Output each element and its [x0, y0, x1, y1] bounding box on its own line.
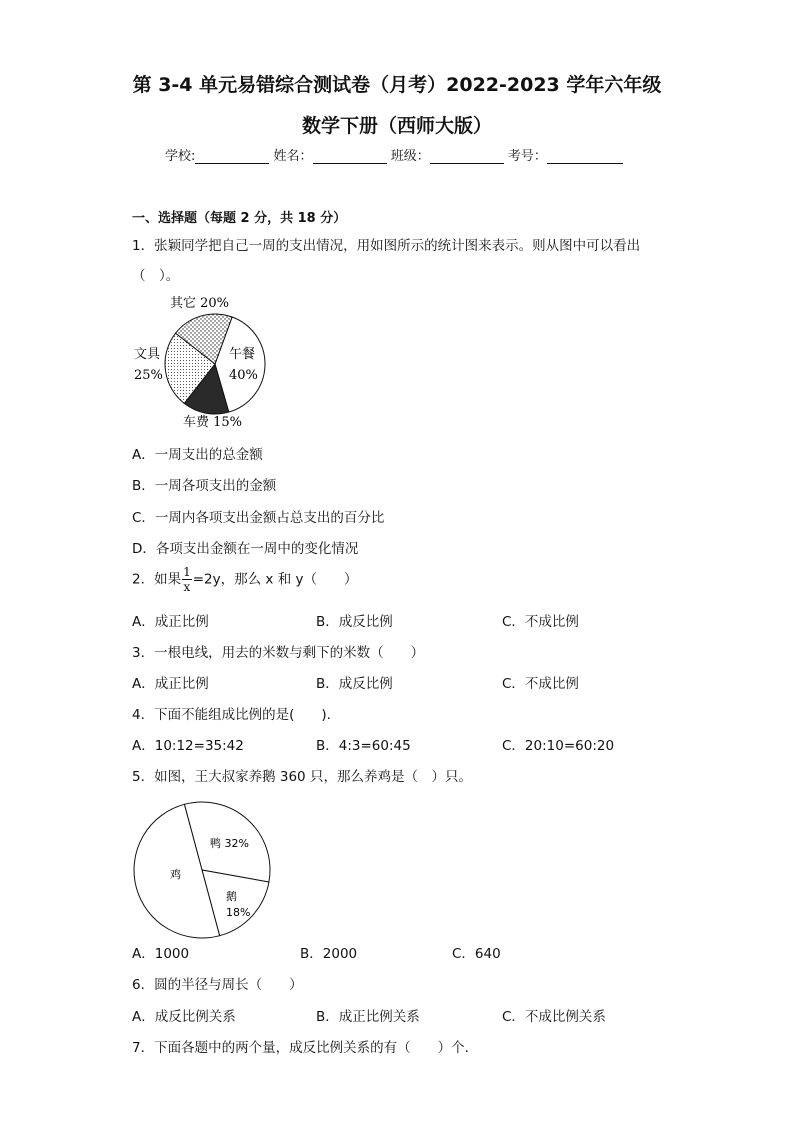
q2-option-c[interactable]: C．不成比例	[502, 614, 579, 630]
q2-fraction	[182, 566, 192, 593]
info-line	[165, 145, 623, 164]
q1-option-d[interactable]: D．各项支出金额在一周中的变化情况	[132, 541, 359, 557]
school-label: 学校:	[165, 149, 196, 164]
q1-stem-line2: （ ）。	[132, 268, 180, 284]
q1-option-b[interactable]: B．一周各项支出的金额	[132, 478, 277, 494]
q2-prefix: 2．如果	[132, 571, 182, 588]
exam-no-label: 考号：	[507, 149, 547, 164]
section-title: 一、选择题（每题 2 分，共 18 分）	[132, 211, 347, 226]
class-field[interactable]	[430, 149, 504, 164]
pie1-label-stationery-name: 文具	[134, 347, 161, 362]
exam-no-field[interactable]	[547, 149, 623, 164]
q2-frac-den: x	[183, 580, 191, 594]
pie1-label-lunch-pct: 40%	[229, 368, 258, 383]
pie2-label-duck: 鸭 32%	[210, 837, 249, 850]
page-title-line2: 数学下册（西师大版）	[301, 115, 492, 137]
class-label: 班级：	[390, 149, 430, 164]
pie2-label-goose-name: 鹅	[226, 890, 237, 903]
q1-stem-line1: 1．张颖同学把自己一周的支出情况，用如图所示的统计图来表示。则从图中可以看出	[132, 238, 641, 254]
page-title-line1: 第 3-4 单元易错综合测试卷（月考）2022-2023 学年六年级	[132, 74, 662, 96]
pie2-label-chicken: 鸡	[170, 868, 181, 881]
q1-option-c[interactable]: C．一周内各项支出金额占总支出的百分比	[132, 510, 385, 526]
q4-option-b[interactable]: B．4:3=60:45	[316, 738, 411, 754]
q2-option-b[interactable]: B．成反比例	[316, 614, 393, 630]
name-label: 姓名：	[273, 149, 313, 164]
q3-option-b[interactable]: B．成反比例	[316, 676, 393, 692]
q6-option-a[interactable]: A．成反比例关系	[132, 1009, 236, 1025]
q2-option-a[interactable]: A．成正比例	[132, 614, 209, 630]
q5-stem: 5．如图，王大叔家养鹅 360 只，那么养鸡是（ ）只。	[132, 769, 472, 785]
pie2-label-goose-pct: 18%	[226, 906, 251, 919]
pie1-label-other: 其它 20%	[170, 296, 230, 311]
q4-stem: 4．下面不能组成比例的是( ).	[132, 707, 331, 723]
q1-option-a[interactable]: A．一周支出的总金额	[132, 447, 263, 463]
pie1-label-fare: 车费 15%	[183, 415, 243, 430]
name-field[interactable]	[313, 149, 387, 164]
q5-pie-chart	[132, 800, 282, 940]
q5-option-c[interactable]: C．640	[452, 946, 501, 962]
q2-suffix: =2y，那么 x 和 y（ ）	[192, 571, 358, 588]
q2-frac-num: 1	[183, 565, 191, 579]
q6-option-b[interactable]: B．成正比例关系	[316, 1009, 420, 1025]
pie1-label-lunch-name: 午餐	[229, 347, 256, 362]
q7-stem: 7．下面各题中的两个量，成反比例关系的有（ ）个.	[132, 1040, 469, 1056]
q6-stem: 6．圆的半径与周长（ ）	[132, 977, 303, 993]
q3-option-c[interactable]: C．不成比例	[502, 676, 579, 692]
pie1-label-stationery-pct: 25%	[134, 368, 163, 383]
q4-option-c[interactable]: C．20:10=60:20	[502, 738, 615, 754]
q3-stem: 3．一根电线，用去的米数与剩下的米数（ ）	[132, 645, 425, 661]
q4-option-a[interactable]: A．10:12=35:42	[132, 738, 244, 754]
school-field[interactable]	[195, 149, 269, 164]
q1-pie-chart	[128, 290, 288, 430]
q6-option-c[interactable]: C．不成比例关系	[502, 1009, 606, 1025]
q5-option-a[interactable]: A．1000	[132, 946, 190, 962]
q2-stem	[132, 566, 357, 593]
q5-option-b[interactable]: B．2000	[300, 946, 358, 962]
q3-option-a[interactable]: A．成正比例	[132, 676, 209, 692]
